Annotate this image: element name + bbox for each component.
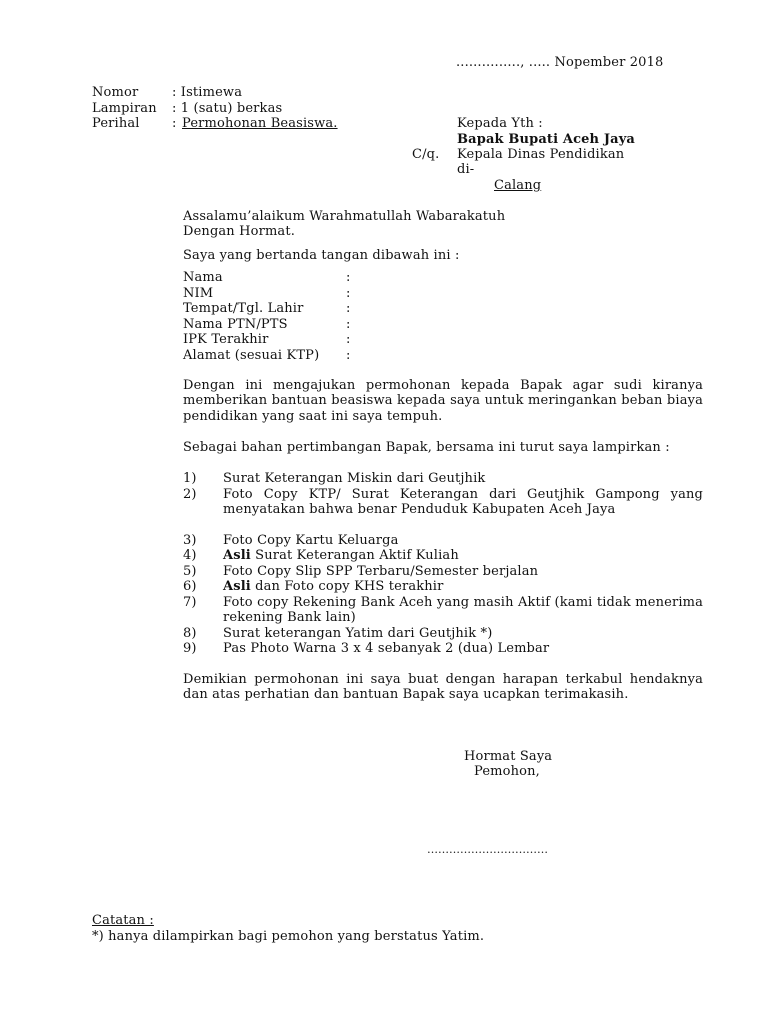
field-label: Nama PTN/PTS	[183, 316, 288, 332]
lampiran-label: Lampiran	[92, 101, 157, 116]
perihal-value: Permohonan Beasiswa.	[182, 116, 338, 131]
list-item-text: Foto Copy Kartu Keluarga	[223, 532, 399, 548]
hormat-saya: Hormat Saya	[464, 749, 553, 764]
list-item-bold: Asli	[223, 579, 251, 594]
signature-line: ……………………………	[427, 843, 548, 856]
attachments-intro: Sebagai bahan pertimbangan Bapak, bersama ini turut saya lampirkan :	[183, 440, 670, 455]
field-label: NIM	[183, 285, 214, 301]
nomor-label: Nomor	[92, 85, 139, 100]
perihal-colon: :	[172, 116, 177, 131]
list-item-text: Foto Copy KTP/ Surat Keterangan dari Geutjhik Gampong yang menyatakan bahwa benar Penduduk Kabupaten Aceh Jaya	[223, 486, 703, 517]
note-title: Catatan :	[92, 913, 154, 928]
list-item-text: Surat keterangan Yatim dari Geutjhik *)	[223, 625, 493, 641]
closing-paragraph: Demikian permohonan ini saya buat dengan harapan terkabul hendaknya dan atas perhatian dan bantuan Bapak saya ucapkan terimakasih.	[183, 672, 703, 703]
list-item	[223, 564, 703, 579]
list-item-text: Foto copy Rekening Bank Aceh yang masih Aktif (kami tidak menerima rekening Bank lain)	[223, 594, 703, 625]
field-label: IPK Terakhir	[183, 332, 269, 347]
list-item-bold: Asli	[223, 548, 251, 563]
list-number: 4)	[183, 548, 197, 563]
recipient-name: Bapak Bupati Aceh Jaya	[457, 132, 635, 147]
field-colon: :	[346, 270, 351, 285]
hormat-line: Dengan Hormat.	[183, 224, 295, 239]
field-label: Tempat/Tgl. Lahir	[183, 301, 304, 316]
nomor-value: : Istimewa	[172, 85, 243, 100]
perihal-label: Perihal	[92, 116, 140, 131]
list-number: 1)	[183, 471, 197, 486]
cq-value: Kepala Dinas Pendidikan	[457, 147, 625, 162]
field-colon: :	[346, 332, 351, 347]
salam-line: Assalamu’alaikum Warahmatullah Wabarakatuh	[183, 209, 506, 224]
list-item	[223, 579, 703, 594]
list-number: 2)	[183, 486, 197, 502]
field-colon: :	[346, 316, 351, 332]
field-label: Alamat (sesuai KTP)	[183, 347, 320, 363]
pemohon-label: Pemohon,	[474, 764, 540, 779]
list-number: 3)	[183, 532, 197, 548]
kepada-yth: Kepada Yth :	[457, 116, 543, 131]
di-line: di-	[457, 162, 475, 177]
lampiran-value: : 1 (satu) berkas	[172, 101, 283, 116]
field-colon: :	[346, 301, 351, 316]
list-item	[223, 595, 703, 626]
list-item	[223, 533, 703, 548]
list-number: 9)	[183, 641, 197, 656]
list-item-text: Foto Copy Slip SPP Terbaru/Semester berjalan	[223, 563, 539, 579]
list-item-text: dan Foto copy KHS terakhir	[250, 579, 444, 594]
list-item	[223, 641, 703, 656]
request-paragraph: Dengan ini mengajukan permohonan kepada Bapak agar sudi kiranya memberikan bantuan beasiswa kepada saya untuk meringankan beban biaya pendidikan yang saat ini saya tempuh.	[183, 378, 703, 424]
list-number: 5)	[183, 563, 197, 579]
list-item-text: Surat Keterangan Aktif Kuliah	[250, 548, 459, 563]
list-number: 8)	[183, 625, 197, 641]
note-text: *) hanya dilampirkan bagi pemohon yang berstatus Yatim.	[92, 929, 485, 944]
field-label: Nama	[183, 270, 223, 285]
cq-label: C/q.	[412, 147, 440, 162]
intro-line: Saya yang bertanda tangan dibawah ini :	[183, 248, 460, 263]
date-line: ..............., ..... Nopember 2018	[456, 55, 664, 70]
list-item	[223, 471, 703, 486]
list-item-text: Surat Keterangan Miskin dari Geutjhik	[223, 471, 486, 486]
list-item	[223, 487, 703, 518]
list-number: 6)	[183, 579, 197, 594]
list-number: 7)	[183, 594, 197, 610]
field-colon: :	[346, 347, 351, 363]
recipient-city: Calang	[494, 178, 542, 193]
list-item	[223, 548, 703, 563]
field-colon: :	[346, 285, 351, 301]
list-item	[223, 626, 703, 641]
list-item-text: Pas Photo Warna 3 x 4 sebanyak 2 (dua) Lembar	[223, 641, 550, 656]
